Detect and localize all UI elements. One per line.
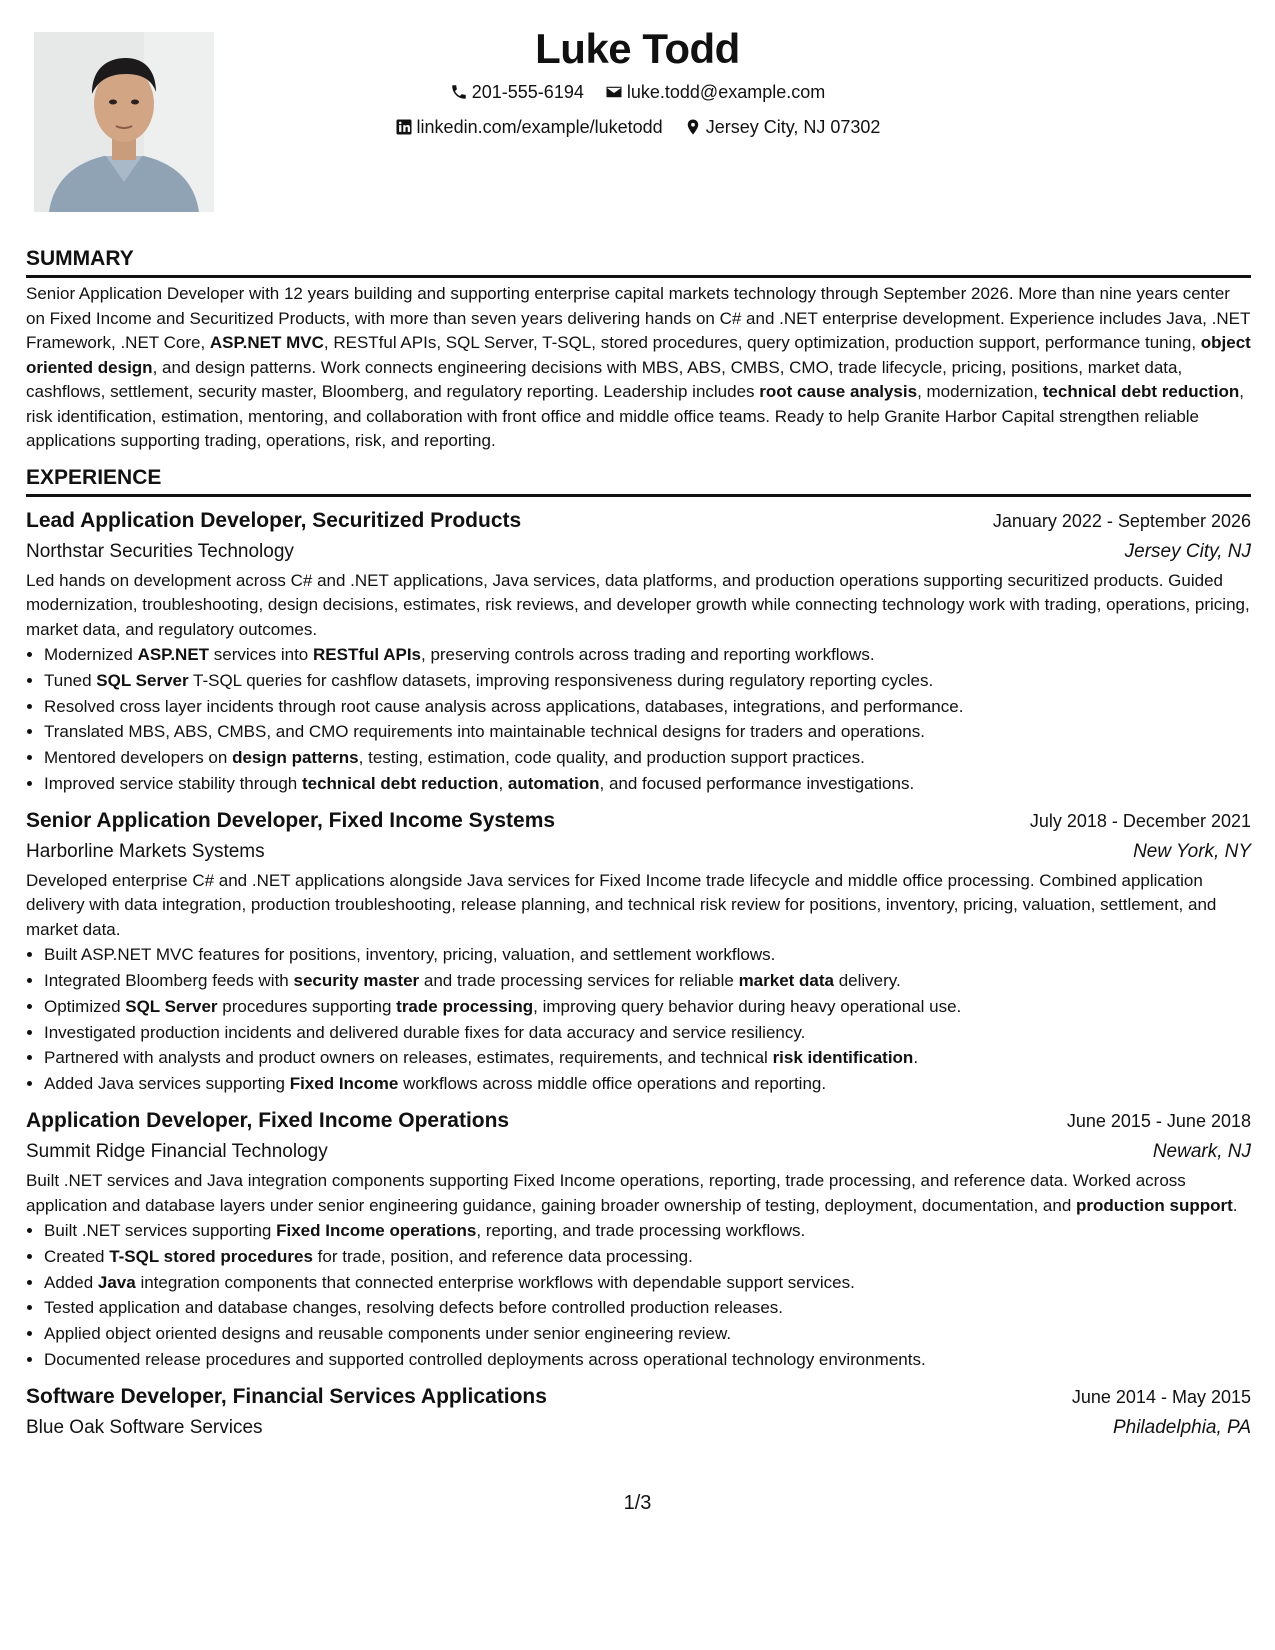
summary-segment: object oriented design bbox=[26, 333, 1251, 377]
bullet-segment: Applied object oriented designs and reusable components under senior engineering review. bbox=[44, 1324, 732, 1344]
phone-contact bbox=[450, 76, 584, 108]
bullet-segment: SQL Server bbox=[125, 996, 218, 1016]
job-description bbox=[26, 869, 1251, 943]
job-location: Jersey City, NJ bbox=[1124, 540, 1251, 562]
summary-segment: ASP.NET MVC bbox=[209, 333, 324, 352]
phone-icon bbox=[450, 83, 468, 101]
email-contact bbox=[605, 76, 825, 108]
bullet-segment: market data bbox=[738, 971, 834, 991]
achievement-list bbox=[26, 1218, 1251, 1373]
bullet-segment: , testing, estimation, code quality, and production support practices. bbox=[358, 748, 865, 768]
job-company-row bbox=[26, 1137, 1251, 1167]
achievement-bullet bbox=[44, 1270, 1251, 1296]
achievement-bullet bbox=[44, 1045, 1251, 1071]
bullet-segment: Optimized bbox=[44, 996, 126, 1016]
bullet-segment: RESTful APIs bbox=[313, 645, 421, 664]
bullet-segment: technical debt reduction bbox=[301, 773, 499, 793]
job-description bbox=[26, 569, 1251, 643]
job-title-row bbox=[26, 1381, 1251, 1413]
bullet-segment: Mentored developers on bbox=[44, 748, 233, 768]
achievement-bullet bbox=[44, 1321, 1251, 1347]
achievement-bullet bbox=[44, 642, 1251, 668]
resume-body bbox=[26, 245, 1251, 1443]
job-company-row bbox=[26, 837, 1251, 867]
bullet-segment: T-SQL stored procedures bbox=[109, 1246, 313, 1266]
job-title: Software Developer, Financial Services Applications bbox=[26, 1384, 547, 1408]
achievement-bullet bbox=[44, 668, 1251, 694]
achievement-bullet bbox=[44, 719, 1251, 745]
summary-segment: Senior Application Developer with 12 years building and supporting enterprise capital markets technology through September 2026. More than nine years center on Fixed Income and Securitized Products, with more than seven years delivering hands on C# and .NET enterprise development. Experience includes Java, .NET Framework, .NET Core, bbox=[26, 284, 1251, 352]
contact-line-1 bbox=[0, 76, 1275, 111]
bullet-segment: Translated MBS, ABS, CMBS, and CMO requirements into maintainable technical designs for traders and operations. bbox=[44, 722, 925, 742]
achievement-bullet bbox=[44, 1071, 1251, 1097]
job-entry bbox=[26, 1381, 1251, 1443]
job-dates: January 2022 - September 2026 bbox=[992, 510, 1251, 531]
summary-segment: , RESTful APIs, SQL Server, T-SQL, stored procedures, query optimization, production support, performance tuning, bbox=[323, 333, 1201, 352]
job-description-segment: Led hands on development across C# and .NET applications, Java services, data platforms, and production operations supporting securitized products. Guided modernization, troubleshooting, design decisions, estimates, risk reviews, and developer growth while connecting technology work with trading, operations, pricing, market data, and regulatory outcomes. bbox=[26, 570, 1250, 639]
bullet-segment: workflows across middle office operations and reporting. bbox=[398, 1074, 827, 1094]
job-title-row bbox=[26, 1105, 1251, 1137]
achievement-bullet bbox=[44, 745, 1251, 771]
company-name: Summit Ridge Financial Technology bbox=[26, 1141, 328, 1163]
bullet-segment: Tuned bbox=[44, 670, 97, 690]
location-text: Jersey City, NJ 07302 bbox=[705, 117, 881, 137]
bullet-segment: procedures supporting bbox=[217, 996, 397, 1016]
job-title-row bbox=[26, 805, 1251, 837]
bullet-segment: , improving query behavior during heavy operational use. bbox=[533, 996, 962, 1016]
bullet-segment: Java bbox=[97, 1272, 136, 1292]
achievement-bullet bbox=[44, 1295, 1251, 1321]
job-company-row bbox=[26, 537, 1251, 567]
resume-header bbox=[0, 22, 1275, 146]
bullet-segment: Built ASP.NET MVC features for positions, inventory, pricing, valuation, and settlement workflows. bbox=[44, 945, 776, 965]
achievement-bullet bbox=[44, 1218, 1251, 1244]
map-pin-icon bbox=[684, 118, 702, 136]
job-description-segment: production support bbox=[1076, 1195, 1233, 1215]
bullet-segment: , preserving controls across trading and reporting workflows. bbox=[421, 645, 875, 664]
summary-text bbox=[26, 282, 1251, 454]
summary-segment: , risk identification, estimation, mentoring, and collaboration with front office and middle office teams. Ready to help Granite Harbor Capital strengthen reliable applications supporting trading, operations, risk, and reporting. bbox=[26, 382, 1244, 450]
experience-list bbox=[26, 505, 1251, 1443]
phone-number[interactable]: 201-555-6194 bbox=[471, 82, 584, 102]
linkedin-contact bbox=[395, 111, 663, 143]
bullet-segment: ASP.NET bbox=[137, 645, 210, 664]
job-entry bbox=[26, 1105, 1251, 1373]
bullet-segment: Improved service stability through bbox=[44, 773, 302, 793]
job-dates: June 2015 - June 2018 bbox=[1066, 1111, 1251, 1132]
summary-segment: technical debt reduction bbox=[1042, 382, 1240, 401]
achievement-list bbox=[26, 942, 1251, 1097]
experience-heading: EXPERIENCE bbox=[26, 464, 1251, 497]
location-contact bbox=[684, 111, 881, 143]
contact-line-2 bbox=[0, 111, 1275, 146]
job-description-segment: Developed enterprise C# and .NET applications alongside Java services for Fixed Income trade lifecycle and middle office processing. Combined application delivery with data integration, production troubleshooting, release planning, and technical risk review for positions, inventory, pricing, valuation, settlement, and market data. bbox=[26, 870, 1217, 939]
job-location: Philadelphia, PA bbox=[1112, 1416, 1251, 1438]
job-description-segment: . bbox=[1232, 1195, 1238, 1215]
bullet-segment: Resolved cross layer incidents through root cause analysis across applications, databases, integrations, and performance. bbox=[44, 696, 964, 716]
bullet-segment: automation bbox=[507, 773, 600, 793]
summary-segment: , and design patterns. Work connects engineering decisions with MBS, ABS, CMBS, CMO, trade lifecycle, pricing, positions, market data, cashflows, settlement, security master, Bloomberg, and regulatory reporting. Leadership includes bbox=[26, 357, 1183, 401]
bullet-segment: , bbox=[498, 773, 508, 793]
achievement-list bbox=[26, 642, 1251, 797]
linkedin-url[interactable]: linkedin.com/example/luketodd bbox=[416, 117, 663, 137]
bullet-segment: and trade processing services for reliable bbox=[419, 971, 739, 991]
bullet-segment: services into bbox=[209, 645, 313, 664]
page-number: 1/3 bbox=[623, 1492, 652, 1514]
bullet-segment: for trade, position, and reference data processing. bbox=[312, 1246, 693, 1266]
job-entry bbox=[26, 805, 1251, 1097]
company-name: Blue Oak Software Services bbox=[26, 1416, 263, 1438]
bullet-segment: Partnered with analysts and product owners on releases, estimates, requirements, and technical bbox=[44, 1048, 773, 1068]
bullet-segment: integration components that connected enterprise workflows with dependable support services. bbox=[135, 1272, 855, 1292]
bullet-segment: Tested application and database changes, resolving defects before controlled production releases. bbox=[44, 1298, 784, 1318]
bullet-segment: Built .NET services supporting bbox=[44, 1221, 277, 1241]
job-title: Application Developer, Fixed Income Operations bbox=[26, 1109, 510, 1133]
summary-segment: , modernization, bbox=[917, 382, 1043, 401]
bullet-segment: , reporting, and trade processing workflows. bbox=[476, 1221, 806, 1241]
bullet-segment: trade processing bbox=[396, 996, 534, 1016]
bullet-segment: Documented release procedures and supported controlled deployments across operational technology environments. bbox=[44, 1350, 926, 1370]
bullet-segment: Fixed Income operations bbox=[276, 1221, 477, 1241]
candidate-name: Luke Todd bbox=[535, 25, 740, 72]
job-entry bbox=[26, 505, 1251, 797]
bullet-segment: . bbox=[913, 1048, 919, 1068]
bullet-segment: Modernized bbox=[44, 645, 138, 664]
bullet-segment: Investigated production incidents and delivered durable fixes for data accuracy and service resiliency. bbox=[44, 1022, 806, 1042]
summary-segment: root cause analysis bbox=[759, 382, 918, 401]
bullet-segment: Fixed Income bbox=[289, 1074, 399, 1094]
job-dates: June 2014 - May 2015 bbox=[1071, 1386, 1251, 1407]
achievement-bullet bbox=[44, 942, 1251, 968]
achievement-bullet bbox=[44, 994, 1251, 1020]
job-description bbox=[26, 1169, 1251, 1218]
job-title-row bbox=[26, 505, 1251, 537]
company-name: Northstar Securities Technology bbox=[26, 540, 294, 562]
job-description-segment: Built .NET services and Java integration components supporting Fixed Income operations, reporting, trade processing, and reference data. Worked across application and database layers under senior engineering guidance, gaining broader ownership of testing, deployment, documentation, and bbox=[26, 1171, 1186, 1215]
achievement-bullet bbox=[44, 771, 1251, 797]
bullet-segment: Integrated Bloomberg feeds with bbox=[44, 971, 294, 991]
job-location: Newark, NJ bbox=[1152, 1141, 1251, 1163]
bullet-segment: Added bbox=[44, 1272, 98, 1292]
bullet-segment: Added Java services supporting bbox=[44, 1074, 290, 1094]
achievement-bullet bbox=[44, 694, 1251, 720]
achievement-bullet bbox=[44, 1244, 1251, 1270]
achievement-bullet bbox=[44, 968, 1251, 994]
bullet-segment: T-SQL queries for cashflow datasets, improving responsiveness during regulatory reporting cycles. bbox=[188, 670, 934, 690]
achievement-bullet bbox=[44, 1347, 1251, 1373]
bullet-segment: SQL Server bbox=[96, 670, 189, 690]
email-address[interactable]: luke.todd@example.com bbox=[626, 82, 826, 102]
job-location: New York, NY bbox=[1133, 840, 1251, 862]
company-name: Harborline Markets Systems bbox=[26, 840, 265, 862]
job-company-row bbox=[26, 1413, 1251, 1443]
linkedin-icon bbox=[395, 118, 413, 136]
achievement-bullet bbox=[44, 1020, 1251, 1046]
bullet-segment: security master bbox=[293, 971, 420, 991]
job-dates: July 2018 - December 2021 bbox=[1029, 810, 1251, 831]
summary-heading: SUMMARY bbox=[26, 245, 1251, 278]
bullet-segment: , and focused performance investigations. bbox=[599, 773, 915, 793]
job-title: Lead Application Developer, Securitized Products bbox=[26, 508, 522, 532]
bullet-segment: design patterns bbox=[232, 748, 359, 768]
envelope-icon bbox=[605, 83, 623, 101]
job-title: Senior Application Developer, Fixed Income Systems bbox=[26, 808, 556, 832]
bullet-segment: delivery. bbox=[834, 971, 901, 991]
bullet-segment: risk identification bbox=[772, 1048, 914, 1068]
bullet-segment: Created bbox=[44, 1246, 110, 1266]
